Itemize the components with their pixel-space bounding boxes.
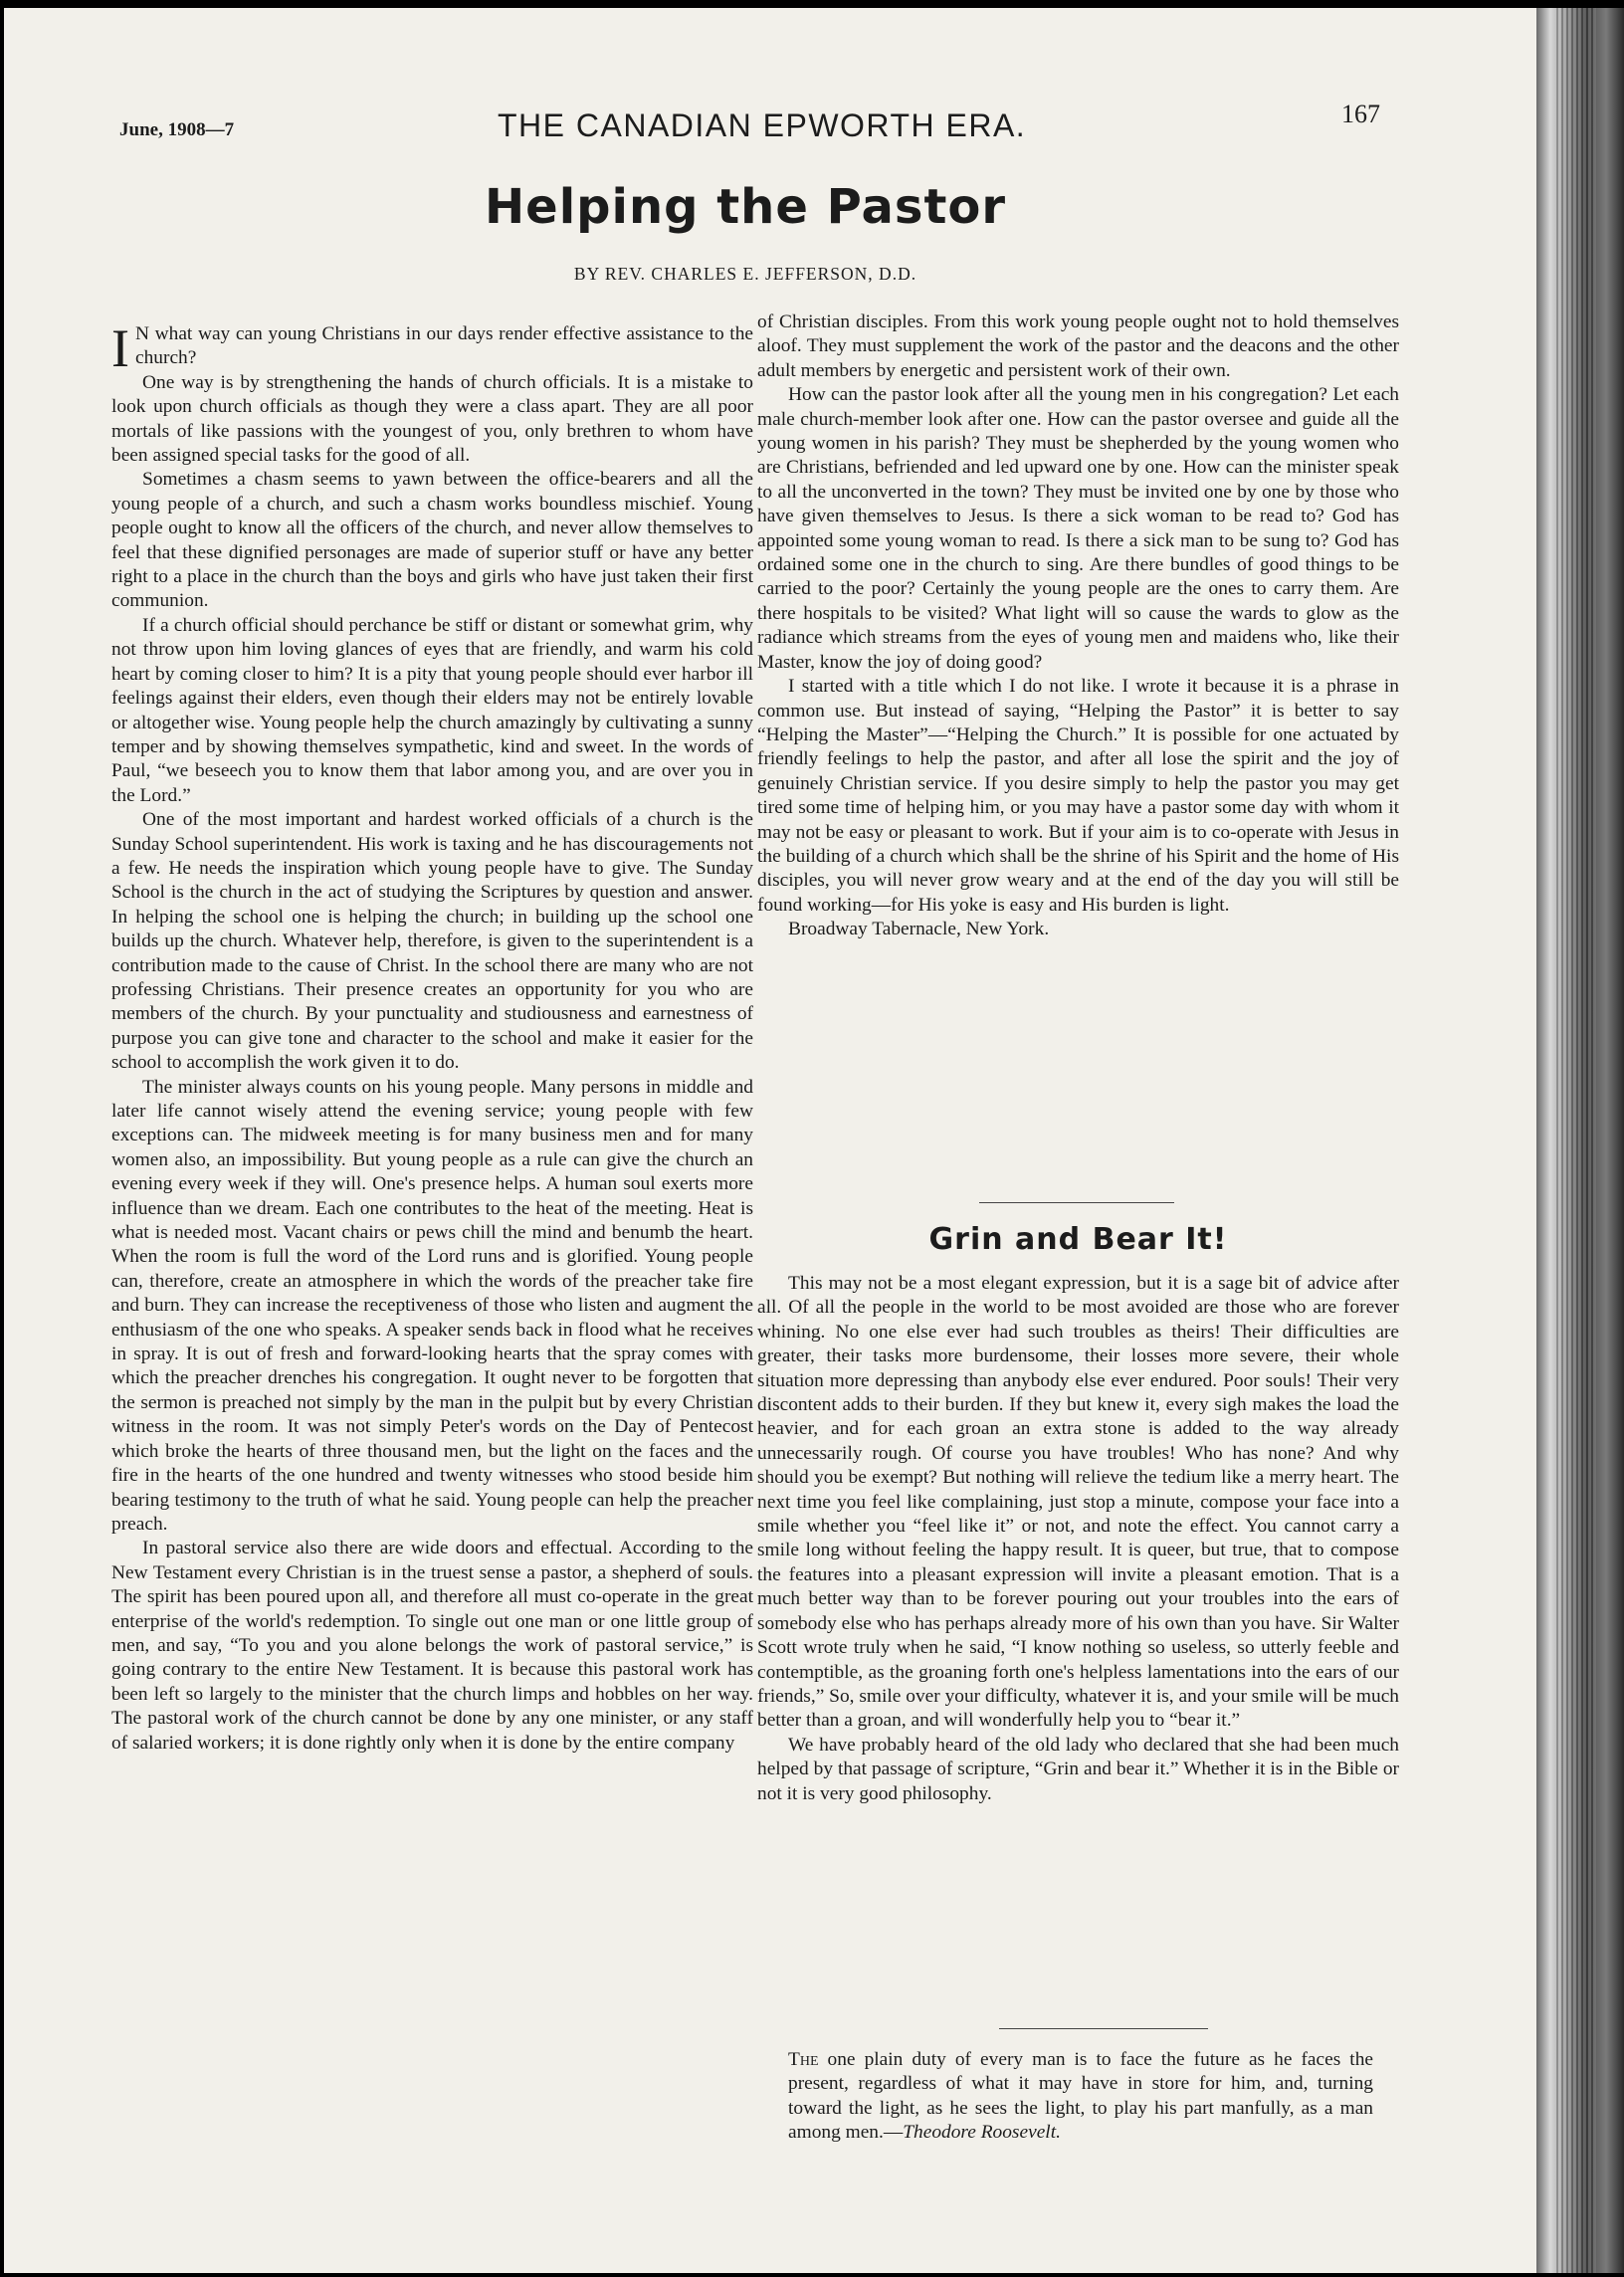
article-paragraph: of Christian disciples. From this work young people ought not to hold themselves aloof. They must supplement the work of the pastor and the deacons and the other adult members by energetic and persistent work of their own. (757, 311, 1399, 381)
section-divider (999, 2028, 1208, 2029)
article-paragraph: How can the pastor look after all the young men in his congregation? Let each male church-member look after one. How can the pastor oversee and guide all the young women in his parish? They must be shepherded by the young women who are Christians, befriended and led upward one by one. How can the minister speak to all the unconverted in the town? They must be invited one by one by those who have given themselves to Jesus. Is there a sick woman to be read to? God has appointed some young woman to read. Is there a sick man to be sung to? God has ordained some one in the church to sing. Are there bundles of good things to be carried to the poor? Certainly the young people are the ones to carry them. Are there hospitals to be visited? What light will so cause the wards to glow as the radiance which streams from the eyes of young men and maidens who, like their Master, know the joy of doing good? (757, 384, 1399, 673)
article2-column (757, 1272, 1399, 1806)
quote-text: one plain duty of every man is to face the future as he faces the present, regardless of what it may have in store for him, and, turning toward the light, as he sees the light, to play his part manfully, as a man among men. (788, 2049, 1373, 2144)
article-paragraph: If a church official should perchance be stiff or distant or somewhat grim, why not throw upon him loving glances of eyes that are friendly, and warm his cold heart by coming closer to him? It is a pity that young people should ever harbor ill feelings against their elders, even though their elders may not be entirely lovable or altogether wise. Young people help the church amazingly by cultivating a sunny temper and by showing themselves sympathetic, kind and sweet. In the words of Paul, “we beseech you to know them that labor among you, and are over you in the Lord.” (111, 614, 753, 806)
magazine-page (4, 8, 1536, 2273)
paragraph-text: N what way can young Christians in our days render effective assistance to the church? (134, 323, 753, 369)
publication-title: THE CANADIAN EPWORTH ERA. (498, 107, 1027, 143)
article-column-right (757, 310, 1399, 942)
roosevelt-quote (788, 2048, 1373, 2146)
article-paragraph: Sometimes a chasm seems to yawn between the office-bearers and all the young people of a church, and such a chasm works boundless mischief. Young people ought to know all the officers of the church, and never allow themselves to feel that these dignified personages are made of superior stuff or have any better right to a place in the church than the boys and girls who have just taken their first communion. (111, 469, 753, 612)
issue-date: June, 1908—7 (119, 119, 235, 140)
quote-lead: The (788, 2049, 819, 2070)
article-paragraph: The minister always counts on his young people. Many persons in middle and later life cannot wisely attend the evening service; young people with few exceptions can. The midweek meeting is for many business men and for many women also, an impossibility. But young people as a rule can give the church an evening every week if they will. One's presence helps. A human soul exerts more influence than we dream. Each one contributes to the heat of the meeting. Heat is what is needed most. Vacant chairs or pews chill the mind and benumb the heart. When the room is full the word of the Lord runs and is glorified. Young people can, therefore, create an atmosphere in which the words of the preacher take fire and burn. They can increase the receptiveness of those who listen and augment the enthusiasm of the one who speaks. A speaker sends back in flood what he receives in spray. It is out of fresh and forward-looking hearts that the spray comes with which the preacher drenches his congregation. It ought never to be forgotten that the sermon is preached not simply by the man in the pulpit but by every Christian witness in the room. It was not simply Peter's words on the Day of Pentecost which broke the hearts of three thousand men, but the light on the faces and the fire in the hearts of the one hundred and twenty witnesses who stood beside him bearing testimony to the truth of what he said. Young people can help the preacher preach. (111, 1076, 753, 1535)
article2-paragraph: This may not be a most elegant expression, but it is a sage bit of advice after all. Of all the people in the world to be most avoided are those who are forever whining. No one else ever had such troubles as theirs! Their difficulties are greater, their tasks more burdensome, their losses more severe, their whole situation more depressing than anybody else ever endured. Poor souls! Their very discontent adds to their burden. If they but knew it, every sigh makes the load the heavier, and for each groan an extra stone is added to the way already unnecessarily rough. Of course you have troubles! Who has none? And why should you be exempt? But nothing will relieve the tedium like a merry heart. The next time you feel like complaining, just stop a minute, compose your face into a smile whether you “feel like it” or not, and note the effect. You cannot carry a smile long without feeling the happy result. It is queer, but true, that to compose the features into a pleasant expression will invite a pleasant emotion. That is a much better way than to be forever pouring out your troubles into the ears of somebody else who has perhaps already more of his own than you have. Sir Walter Scott wrote truly when he said, “I know nothing so useless, so utterly feeble and contemptible, as the groaning forth one's helpless lamentations into the ears of our friends,” So, smile over your difficulty, whatever it is, and your smile will be much better than a groan, and will wonderfully help you to “bear it.” (757, 1273, 1399, 1732)
article-byline: BY REV. CHARLES E. JEFFERSON, D.D. (573, 264, 917, 284)
quote-author: Theodore Roosevelt. (903, 2122, 1061, 2144)
drop-cap: I (111, 318, 129, 378)
article-signoff: Broadway Tabernacle, New York. (788, 919, 1050, 940)
book-binding (1536, 8, 1624, 2273)
article-paragraph: One way is by strengthening the hands of church officials. It is a mistake to look upon church officials as though they were a class apart. They are all poor mortals of like passions with the youngest of you, only brethren to whom have been assigned special tasks for the good of all. (111, 371, 753, 467)
article2-paragraph: We have probably heard of the old lady who declared that she had been much helped by that passage of scripture, “Grin and bear it.” Whether it is in the Bible or not it is very good philosophy. (757, 1734, 1399, 1804)
article-title: Helping the Pastor (484, 179, 1007, 235)
quote-dash: — (883, 2122, 904, 2144)
article2-title: Grin and Bear It! (928, 1222, 1228, 1257)
article-paragraph: In pastoral service also there are wide doors and effectual. According to the New Testament every Christian is in the truest sense a pastor, a shepherd of souls. The spirit has been poured upon all, and therefore all must co-operate in the great enterprise of the world's redemption. To single out one man or one little group of men, and say, “To you and you alone belongs the work of pastoral service,” is going contrary to the entire New Testament. It is because this pastoral work has been left so largely to the minister that the church limps and hobbles on her way. The pastoral work of the church cannot be done by any one minister, or any staff of salaried workers; it is done rightly only when it is done by the entire company (111, 1538, 753, 1754)
article-column-left (111, 318, 753, 1756)
section-divider (979, 1202, 1174, 1203)
article-paragraph: I started with a title which I do not like. I wrote it because it is a phrase in common use. But instead of saying, “Helping the Pastor” it is better to say “Helping the Master”—“Helping the Church.” It is possible for one actuated by friendly feelings to help the pastor, and after all lose the spirit and the joy of genuinely Christian service. If you desire simply to help the pastor you may get tired some time of helping him, or you may have a pastor some day with whom it may not be easy or pleasant to work. But if your aim is to co-operate with Jesus in the building of a church which shall be the shrine of his Spirit and the home of His disciples, you will never grow weary and at the end of the day you will still be found working—for His yoke is easy and His burden is light. (757, 676, 1399, 916)
article-paragraph (111, 318, 753, 378)
article-paragraph: One of the most important and hardest worked officials of a church is the Sunday School superintendent. His work is taxing and he has discouragements not a few. He needs the inspiration which young people have to give. The Sunday School is the church in the act of studying the Scriptures by question and answer. In helping the school one is helping the church; in building up the school one builds up the church. Whatever help, therefore, is given to the superintendent is a contribution made to the cause of Christ. In the school there are many who are not professing Christians. Their presence creates an opportunity for you who are members of the church. By your punctuality and studiousness and earnestness of purpose you can give tone and character to the school and make it easier for the school to accomplish the work given it to do. (111, 809, 753, 1074)
page-number: 167 (1341, 100, 1380, 128)
